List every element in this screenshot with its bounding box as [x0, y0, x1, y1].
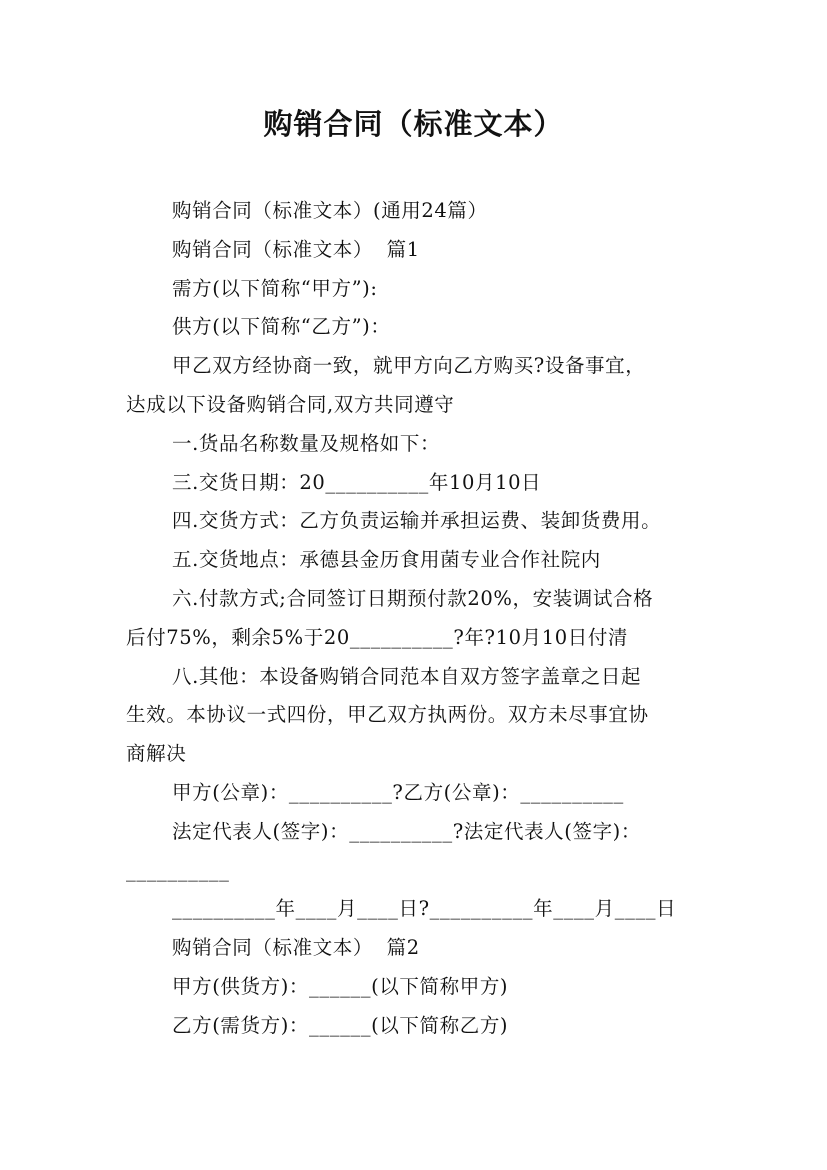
- text-line-clause-4: 四.交货方式：乙方负责运输并承担运费、装卸货费用。: [172, 509, 662, 533]
- text-line-representatives: 法定代表人(签字)：__________?法定代表人(签字)：: [172, 819, 641, 843]
- text-line-supplier: 供方(以下简称“乙方”)：: [172, 315, 391, 339]
- text-line-section-2-heading: 购销合同（标准文本） 篇2: [172, 936, 420, 960]
- text-line-clause-5: 五.交货地点：承德县金历食用菌专业合作社院内: [172, 548, 601, 572]
- text-line-buyer: 需方(以下简称“甲方”):: [172, 276, 378, 300]
- text-line-party-b: 乙方(需货方)：______(以下简称乙方): [172, 1013, 509, 1037]
- text-line-dates: __________年____月____日?__________年____月____日: [172, 897, 677, 921]
- document-title: 购销合同（标准文本）: [263, 107, 564, 141]
- text-line-clause-8: 八.其他：本设备购销合同范本自双方签字盖章之日起: [172, 664, 642, 688]
- text-line-clause-1: 一.货品名称数量及规格如下：: [172, 431, 441, 455]
- text-line-section-1-heading: 购销合同（标准文本） 篇1: [172, 237, 420, 261]
- text-line-intro-cont: 达成以下设备购销合同,双方共同遵守: [126, 392, 455, 416]
- text-line-clause-6-cont: 后付75%，剩余5%于20__________?年?10月10日付清: [126, 625, 629, 649]
- text-line-clause-8-end: 商解决: [126, 742, 187, 766]
- text-line-clause-8-cont: 生效。本协议一式四份，甲乙双方执两份。双方未尽事宜协: [126, 703, 649, 727]
- text-line-intro: 甲乙双方经协商一致，就甲方向乙方购买?设备事宜，: [172, 354, 646, 378]
- text-line-seals: 甲方(公章)：__________?乙方(公章)：__________: [172, 780, 624, 804]
- text-line-clause-3: 三.交货日期：20__________年10月10日: [172, 470, 542, 494]
- text-line-party-a: 甲方(供货方)：______(以下简称甲方): [172, 974, 509, 998]
- document-body: [126, 192, 706, 1046]
- text-line-representative-blank: __________: [126, 858, 230, 882]
- text-line-subtitle: 购销合同（标准文本）(通用24篇）: [172, 199, 488, 222]
- text-line-clause-6: 六.付款方式;合同签订日期预付款20%，安装调试合格: [172, 586, 654, 610]
